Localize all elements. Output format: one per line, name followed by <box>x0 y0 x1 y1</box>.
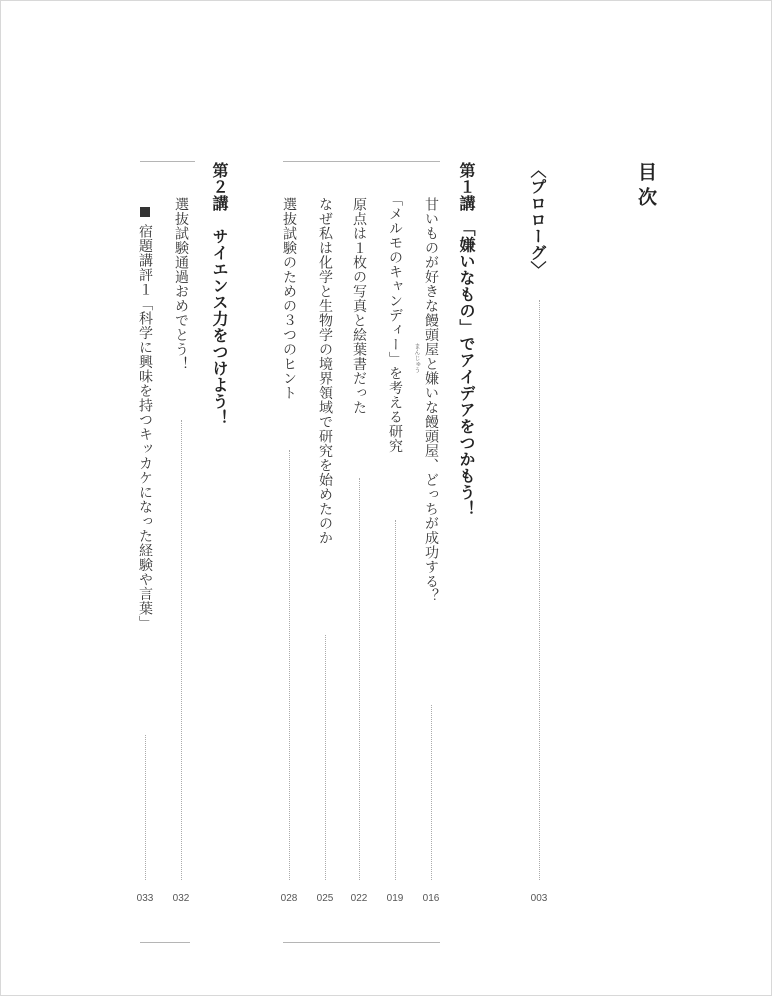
chapter1-entry-1-page: 016 <box>422 893 440 904</box>
chapter2-entry-1-page: 032 <box>172 893 190 904</box>
chapter2-entry-2: 宿題講評１「科学に興味を持つキッカケになった経験や言葉」 <box>137 224 153 630</box>
chapter1-top-rule <box>283 161 440 162</box>
chapter1-entry-4-leader <box>325 635 326 880</box>
chapter1-entry-3: 原点は１枚の写真と絵葉書だった <box>351 197 367 415</box>
chapter1-bottom-rule <box>283 942 440 943</box>
chapter1-entry-3-page: 022 <box>350 893 368 904</box>
chapter1-entry-5-page: 028 <box>280 893 298 904</box>
chapter2-entry-1-leader <box>181 420 182 880</box>
toc-title: 目次 <box>635 162 657 212</box>
chapter1-entry-4: なぜ私は化学と生物学の境界領域で研究を始めたのか <box>317 197 333 545</box>
chapter1-entry-4-page: 025 <box>316 893 334 904</box>
chapter1-entry-3-leader <box>359 478 360 880</box>
prologue-leader <box>539 300 540 880</box>
chapter2-bottom-rule <box>140 942 190 943</box>
homework-square-bullet <box>140 207 150 217</box>
chapter1-entry-1-ruby: まんじゅう <box>413 343 420 373</box>
chapter2-entry-1: 選抜試験通過おめでとう！ <box>173 197 189 371</box>
prologue-label: 〈プロローグ〉 <box>528 162 547 278</box>
chapter2-entry-2-page: 033 <box>136 893 154 904</box>
chapter1-entry-2-page: 019 <box>386 893 404 904</box>
chapter1-entry-1-leader <box>431 705 432 880</box>
chapter2-top-rule <box>140 161 195 162</box>
chapter1-entry-5-leader <box>289 450 290 880</box>
chapter1-entry-5: 選抜試験のための３つのヒント <box>281 197 297 400</box>
chapter1-entry-1: 甘いものが好きな饅頭屋と嫌いな饅頭屋、どっちが成功する？ <box>423 197 439 603</box>
chapter1-entry-2-leader <box>395 520 396 880</box>
chapter2-heading: 第２講 サイエンス力をつけよう！ <box>210 162 229 426</box>
chapter1-entry-2: 「メルモのキャンディー」を考える研究 <box>387 192 403 453</box>
chapter1-heading: 第１講 「嫌いなもの」でアイデアをつかもう！ <box>457 162 476 517</box>
chapter2-entry-2-leader <box>145 735 146 880</box>
prologue-page: 003 <box>530 893 548 904</box>
